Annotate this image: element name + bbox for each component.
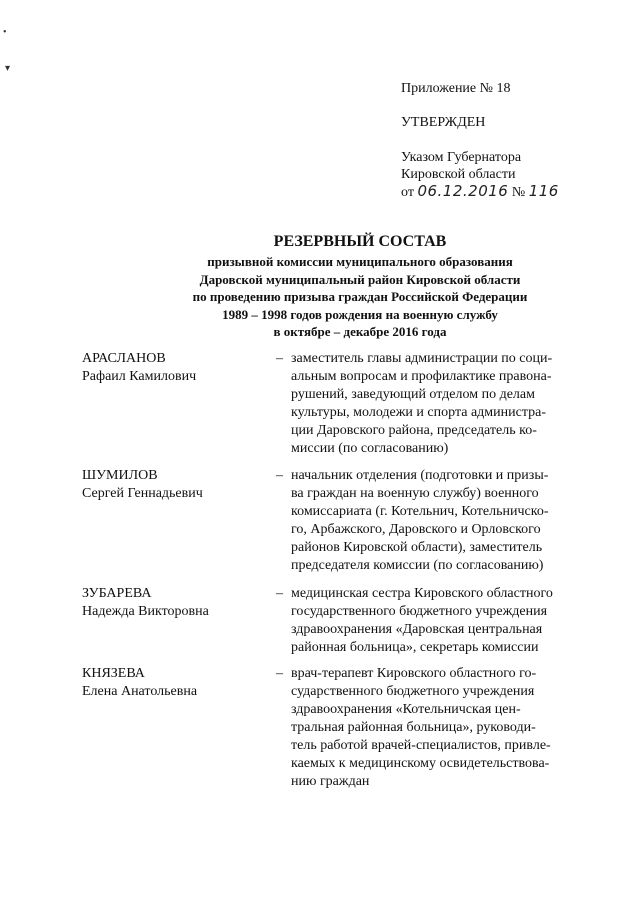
- role-line: председателя комиссии (по согласованию): [291, 558, 544, 573]
- role-line: культуры, молодежи и спорта администра-: [291, 405, 546, 420]
- role-line: государственного бюджетного учреждения: [291, 604, 548, 619]
- member-given-names: Рафаил Камилович: [82, 369, 197, 384]
- member-name: [82, 350, 262, 386]
- member-role: [291, 665, 572, 791]
- decree-reference: [401, 149, 559, 201]
- member-name: [82, 665, 262, 701]
- member-given-names: Сергей Геннадьевич: [82, 486, 203, 501]
- decree-line: Кировской области: [401, 167, 516, 182]
- decree-date-number: [401, 183, 559, 201]
- member-name: [82, 467, 262, 503]
- appendix-number: Приложение № 18: [401, 81, 511, 96]
- role-line: ва граждан на военную службу) военного: [291, 486, 539, 501]
- role-line: сударственного бюджетного учреждения: [291, 684, 535, 699]
- approval-header: [401, 80, 559, 201]
- subtitle-line: Даровской муниципальный район Кировской области: [199, 271, 521, 287]
- role-line: медицинская сестра Кировского областного: [291, 586, 553, 601]
- role-line: врач-терапевт Кировского областного го-: [291, 666, 537, 681]
- scan-speck: •: [3, 27, 7, 38]
- number-label: №: [511, 185, 526, 200]
- subtitle-line: в октябре – декабре 2016 года: [273, 324, 447, 339]
- role-line: здравоохранения «Даровская центральная: [291, 622, 543, 637]
- role-line: заместитель главы администрации по соци-: [291, 351, 553, 366]
- from-label: от: [401, 185, 414, 200]
- dash-separator: –: [276, 666, 283, 681]
- member-given-names: Елена Анатольевна: [82, 684, 198, 699]
- role-line: здравоохранения «Котельничская цен-: [291, 702, 521, 717]
- role-line: тральная районная больница», руководи-: [291, 720, 536, 735]
- subtitle-line: 1989 – 1998 годов рождения на военную службу: [222, 306, 498, 322]
- role-line: альным вопросам и профилактике правона-: [291, 369, 552, 384]
- role-line: ции Даровского района, председатель ко-: [291, 423, 537, 438]
- role-line: каемых к медицинскому освидетельствова-: [291, 756, 550, 771]
- member-role: [291, 350, 572, 458]
- role-line: го, Арбажского, Даровского и Орловского: [291, 522, 541, 537]
- decree-line: Указом Губернатора: [401, 150, 522, 165]
- role-line: тель работой врачей-специалистов, привле-: [291, 738, 551, 753]
- document-title: [60, 232, 640, 341]
- dash-separator: –: [276, 351, 283, 366]
- role-line: нию граждан: [291, 774, 370, 789]
- role-line: районная больница», секретарь комиссии: [291, 640, 539, 655]
- role-line: миссии (по согласованию): [291, 441, 449, 456]
- role-line: комиссариата (г. Котельнич, Котельничско-: [291, 504, 549, 519]
- role-line: начальник отделения (подготовки и призы-: [291, 468, 549, 483]
- member-role: [291, 585, 572, 657]
- dash-separator: –: [276, 586, 283, 601]
- member-surname: ШУМИЛОВ: [82, 468, 158, 483]
- role-line: районов Кировской области), заместитель: [291, 540, 543, 555]
- dash-separator: –: [276, 468, 283, 483]
- handwritten-number: 116: [528, 182, 559, 200]
- scan-speck: ▾: [5, 63, 11, 74]
- role-line: рушений, заведующий отделом по делам: [291, 387, 535, 402]
- member-role: [291, 467, 572, 575]
- member-surname: КНЯЗЕВА: [82, 666, 145, 681]
- subtitle-line: призывной комиссии муниципального образования: [207, 254, 513, 269]
- subtitle-line: по проведению призыва граждан Российской Федерации: [192, 289, 528, 304]
- member-surname: ЗУБАРЕВА: [82, 586, 152, 601]
- member-surname: АРАСЛАНОВ: [82, 351, 166, 366]
- member-name: [82, 585, 262, 621]
- handwritten-date: 06.12.2016: [417, 182, 509, 200]
- member-given-names: Надежда Викторовна: [82, 604, 209, 619]
- title-main: РЕЗЕРВНЫЙ СОСТАВ: [273, 233, 447, 250]
- approved-label: УТВЕРЖДЕН: [401, 115, 486, 130]
